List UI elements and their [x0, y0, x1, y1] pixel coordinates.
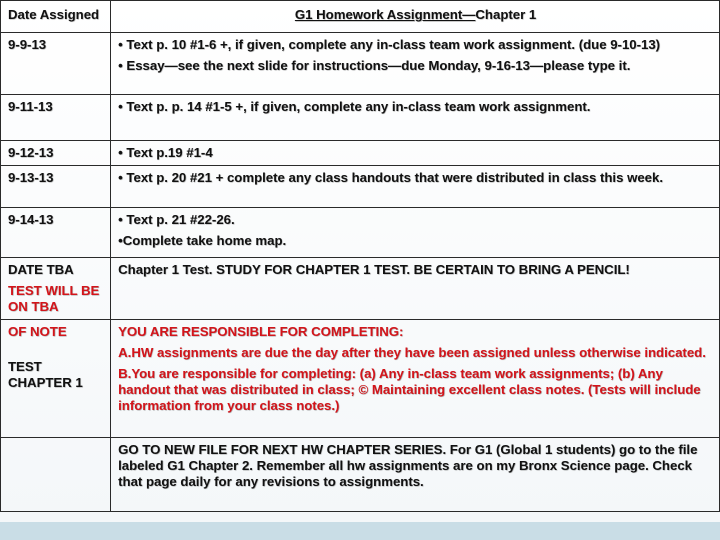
- next-file-content: GO TO NEW FILE FOR NEXT HW CHAPTER SERIES. For G1 (Global 1 students) go to the file labeled G1 Chapter 2. Remember all hw assignments are on my Bronx Science page. Check that page daily for any revisions to assignments.: [111, 438, 720, 512]
- row-date: 9-12-13: [1, 141, 111, 166]
- note-label: OF NOTE: [8, 324, 67, 339]
- next-file-row: [1, 438, 720, 512]
- row-date: 9-9-13: [1, 33, 111, 95]
- note-row: [1, 320, 720, 438]
- test-row: [1, 258, 720, 320]
- note-content: [111, 320, 720, 438]
- table-row: [1, 208, 720, 258]
- table-row: [1, 166, 720, 208]
- table-row: [1, 141, 720, 166]
- row-assignment: [111, 166, 720, 208]
- assignment-item: • Text p. 20 #21 + complete any class handouts that were distributed in class this week.: [118, 170, 664, 185]
- assignment-item: • Text p. 10 #1-6 +, if given, complete any in-class team work assignment. (due 9-10-13): [118, 37, 661, 52]
- assignment-item: • Text p. p. 14 #1-5 +, if given, complete any in-class team work assignment.: [118, 99, 591, 114]
- note-test-chapter: TEST CHAPTER 1: [8, 359, 83, 390]
- note-heading: YOU ARE RESPONSIBLE FOR COMPLETING:: [118, 324, 404, 339]
- row-date: 9-14-13: [1, 208, 111, 258]
- row-date: 9-13-13: [1, 166, 111, 208]
- note-point-b: B.You are responsible for completing: (a) Any in-class team work assignments; (b) Any handout that was distributed in class; © Maintaining excellent class notes. (Tests will include information from your class notes.): [118, 366, 701, 413]
- title-rest: Chapter 1: [475, 7, 537, 22]
- next-file-date: [1, 438, 111, 512]
- date-assigned-header: Date Assigned: [1, 1, 111, 33]
- test-date: DATE TBA: [8, 262, 74, 277]
- note-point-a: A.HW assignments are due the day after they have been assigned unless otherwise indicated.: [118, 345, 706, 360]
- assignment-item: • Text p. 21 #22-26.: [118, 212, 235, 227]
- test-content: Chapter 1 Test. STUDY FOR CHAPTER 1 TEST. BE CERTAIN TO BRING A PENCIL!: [111, 258, 720, 320]
- row-assignment: [111, 33, 720, 95]
- note-label-cell: [1, 320, 111, 438]
- assignment-item: • Essay—see the next slide for instructions—due Monday, 9-16-13—please type it.: [118, 58, 631, 73]
- assignment-item: •Complete take home map.: [118, 233, 287, 248]
- row-assignment: [111, 95, 720, 141]
- title-underlined: G1 Homework Assignment—: [294, 7, 476, 22]
- row-date: 9-11-13: [1, 95, 111, 141]
- assignment-title-header: [111, 1, 720, 33]
- assignment-item: • Text p.19 #1-4: [118, 145, 213, 160]
- test-date-cell: [1, 258, 111, 320]
- test-date-note: TEST WILL BE ON TBA: [8, 283, 100, 314]
- table-header-row: [1, 1, 720, 33]
- row-assignment: [111, 141, 720, 166]
- table-row: [1, 95, 720, 141]
- row-assignment: [111, 208, 720, 258]
- table-row: [1, 33, 720, 95]
